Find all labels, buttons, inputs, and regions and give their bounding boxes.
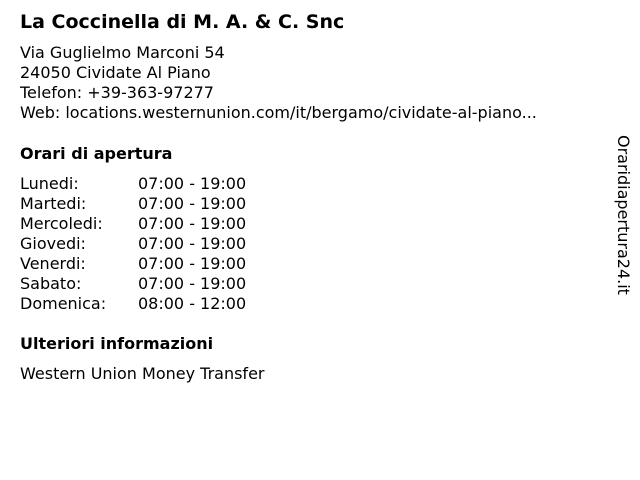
day-label: Martedi: xyxy=(20,194,87,213)
hours-row-friday xyxy=(20,254,246,274)
hours-value: 08:00 - 12:00 xyxy=(138,294,247,313)
address-street: Via Guglielmo Marconi 54 xyxy=(20,43,225,62)
hours-row-sunday xyxy=(20,294,246,314)
brand-watermark: Oraridiapertura24.it xyxy=(614,135,633,295)
hours-row-monday xyxy=(20,174,246,194)
business-name: La Coccinella di M. A. & C. Snc xyxy=(20,11,345,33)
day-label: Sabato: xyxy=(20,274,82,293)
opening-hours-heading: Orari di apertura xyxy=(20,144,173,163)
hours-row-tuesday xyxy=(20,194,246,214)
day-label: Domenica: xyxy=(20,294,107,313)
contact-block xyxy=(20,43,537,123)
hours-value: 07:00 - 19:00 xyxy=(138,174,247,193)
hours-row-thursday xyxy=(20,234,246,254)
hours-value: 07:00 - 19:00 xyxy=(138,274,247,293)
day-label: Lunedi: xyxy=(20,174,79,193)
hours-value: 07:00 - 19:00 xyxy=(138,194,247,213)
opening-hours-table xyxy=(20,174,246,314)
hours-value: 07:00 - 19:00 xyxy=(138,254,247,273)
day-label: Mercoledi: xyxy=(20,214,103,233)
hours-value: 07:00 - 19:00 xyxy=(138,234,247,253)
address-city: 24050 Cividate Al Piano xyxy=(20,63,211,82)
day-label: Giovedi: xyxy=(20,234,86,253)
hours-row-saturday xyxy=(20,274,246,294)
hours-value: 07:00 - 19:00 xyxy=(138,214,247,233)
further-info-text: Western Union Money Transfer xyxy=(20,364,265,383)
further-info-heading: Ulteriori informazioni xyxy=(20,334,214,353)
hours-row-wednesday xyxy=(20,214,246,234)
phone-number: Telefon: +39-363-97277 xyxy=(20,83,214,102)
day-label: Venerdi: xyxy=(20,254,86,273)
website-link[interactable]: Web: locations.westernunion.com/it/bergamo/cividate-al-piano... xyxy=(20,103,537,122)
